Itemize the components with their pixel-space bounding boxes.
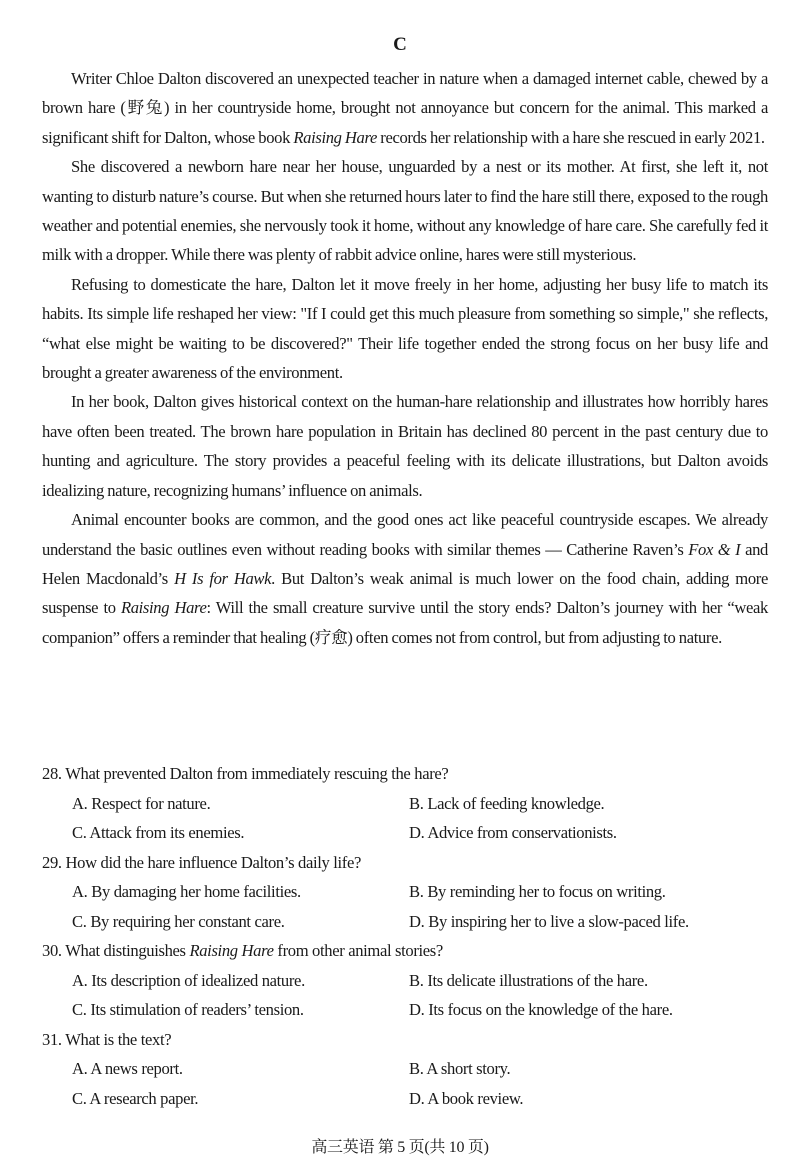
text-run: Refusing to domesticate the hare, Dalton let it move freely in her home, adjusting her busy life to match its habits. Its simple life reshaped her view: "If I could get this much pleasure from something so simple," she reflects, “what else might be waiting to be discovered?" Their life together ended the strong focus on her busy life and brought a greater awareness of the environment. <box>42 274 768 383</box>
passage-paragraph <box>42 270 768 388</box>
page-footer: 高三英语 第 5 页(共 10 页) <box>311 1139 489 1156</box>
text-run: What prevented Dalton from immediately rescuing the hare? <box>61 764 449 783</box>
answer-option-d[interactable]: D. Its focus on the knowledge of the hare. <box>409 1000 673 1019</box>
question-stem <box>42 936 772 966</box>
text-run: What distinguishes <box>61 941 190 960</box>
text-run: Writer Chloe Dalton discovered an unexpected teacher in nature when a damaged internet cable, chewed by a brown hare (野兔) in her countryside home, brought not annoyance but concern for the animal. This marked a significant shift for Dalton, whose book <box>42 69 768 147</box>
passage-paragraph <box>42 152 768 270</box>
text-run: and Helen Macdonald’s <box>42 539 768 588</box>
text-run: In her book, Dalton gives historical context on the human-hare relationship and illustrates how horribly hares have often been treated. The brown hare population in Britain has declined 80 percent in the past century due to hunting and agriculture. The story provides a peaceful feeling with its delicate illustrations, but Dalton avoids idealizing nature, recognizing humans’ influence on animals. <box>42 392 768 500</box>
passage-paragraph <box>42 64 768 152</box>
question-stem <box>42 759 772 789</box>
question-stem <box>42 848 772 878</box>
options-row <box>42 995 772 1025</box>
answer-option-c[interactable]: C. Attack from its enemies. <box>72 823 245 842</box>
text-run: . But Dalton’s weak animal is much lower on the food chain, adding more suspense to <box>42 568 768 618</box>
passage-paragraph <box>42 387 768 505</box>
text-run: What is the text? <box>61 1029 172 1049</box>
answer-option-c[interactable]: C. Its stimulation of readers’ tension. <box>72 1000 304 1019</box>
options-row <box>42 789 772 819</box>
text-run: She discovered a newborn hare near her house, unguarded by a nest or its mother. At first, she left it, not wanting to disturb nature’s course. But when she returned hours later to find the hare still there, exposed to the rough weather and potential enemies, she nervously took it home, without any knowledge of hare care. She carefully fed it milk with a dropper. While there was plenty of rabbit advice online, hares were still mysterious. <box>42 157 768 265</box>
answer-option-a[interactable]: A. A news report. <box>72 1059 183 1078</box>
answer-option-a[interactable]: A. Its description of idealized nature. <box>72 970 305 990</box>
answer-option-b[interactable]: B. Its delicate illustrations of the hare. <box>409 970 648 990</box>
answer-option-b[interactable]: B. Lack of feeding knowledge. <box>409 793 605 813</box>
book-title-italic: Raising Hare <box>120 598 207 618</box>
section-heading: C <box>393 34 407 55</box>
text-run: How did the hare influence Dalton’s daily life? <box>61 852 362 872</box>
options-row <box>42 1054 772 1084</box>
options-row <box>42 966 772 996</box>
question-number: 29. <box>42 852 62 872</box>
options-row <box>42 907 772 937</box>
book-title-italic: Raising Hare <box>293 127 377 147</box>
answer-option-b[interactable]: B. By reminding her to focus on writing. <box>409 882 666 901</box>
text-run: from other animal stories? <box>273 941 443 960</box>
question-item <box>42 936 772 1025</box>
answer-option-d[interactable]: D. Advice from conservationists. <box>409 823 617 842</box>
answer-option-c[interactable]: C. A research paper. <box>72 1088 199 1108</box>
question-list <box>42 759 772 1113</box>
reading-passage <box>42 64 768 652</box>
question-number: 31. <box>42 1029 62 1049</box>
options-row <box>42 877 772 907</box>
answer-option-d[interactable]: D. By inspiring her to live a slow-paced life. <box>409 911 689 931</box>
text-run: : Will the small creature survive until the story ends? Dalton’s journey with her “weak companion” offers a reminder that healing (疗愈) often comes not from control, but from adjusting to nature. <box>42 598 768 647</box>
options-row <box>42 1084 772 1114</box>
text-run: Animal encounter books are common, and the good ones act like peaceful countryside escapes. We already understand the basic outlines even without reading books with similar themes — Catherine Raven’s <box>42 510 768 559</box>
answer-option-b[interactable]: B. A short story. <box>409 1059 511 1078</box>
question-number: 30. <box>42 941 62 960</box>
book-title-italic: Fox & I <box>688 539 741 559</box>
options-row <box>42 818 772 848</box>
book-title-italic: H Is for Hawk <box>174 568 272 588</box>
answer-option-d[interactable]: D. A book review. <box>409 1088 524 1108</box>
question-item <box>42 848 772 937</box>
passage-paragraph <box>42 505 768 652</box>
question-stem <box>42 1025 772 1055</box>
answer-option-a[interactable]: A. Respect for nature. <box>72 793 211 813</box>
book-title-italic: Raising Hare <box>189 941 274 960</box>
answer-option-c[interactable]: C. By requiring her constant care. <box>72 911 285 931</box>
question-number: 28. <box>42 764 62 783</box>
question-item <box>42 759 772 848</box>
answer-option-a[interactable]: A. By damaging her home facilities. <box>72 882 301 901</box>
question-item <box>42 1025 772 1114</box>
text-run: records her relationship with a hare she rescued in early 2021. <box>376 127 765 147</box>
